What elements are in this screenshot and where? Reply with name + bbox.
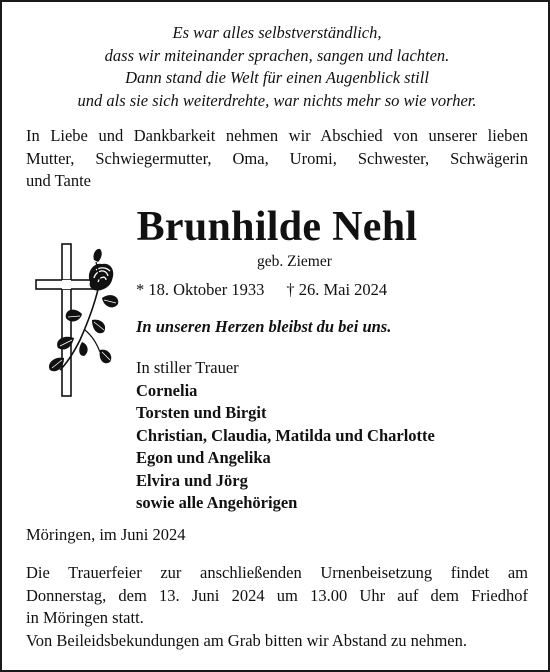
funeral-info: [26, 562, 528, 652]
mourner-name: Elvira und Jörg: [136, 470, 248, 490]
deceased-name: Brunhilde Nehl: [136, 204, 418, 250]
farewell-intro: [26, 125, 528, 193]
poem: [32, 22, 522, 112]
funeral-line: in Möringen statt.: [26, 608, 144, 627]
poem-line: und als sie sich weiterdrehte, war nichts mehr so wie vorher.: [77, 90, 477, 110]
mourner-name: Egon und Angelika: [136, 448, 271, 467]
mourner-name: Torsten und Birgit: [136, 403, 267, 422]
funeral-line: Donnerstag, dem 13. Juni 2024 um 13.00 Uhr auf dem Friedhof: [26, 585, 528, 605]
mourner-name: Christian, Claudia, Matilda und Charlotte: [136, 425, 435, 445]
funeral-line: Die Trauerfeier zur anschließenden Urnenbeisetzung findet am: [26, 563, 528, 582]
intro-line: Mutter, Schwiegermutter, Oma, Uromi, Schwester, Schwägerin: [26, 148, 528, 168]
poem-line: Es war alles selbstverständlich,: [172, 23, 382, 42]
mourner-name: Cornelia: [136, 380, 198, 400]
poem-line: Dann stand die Welt für einen Augenblick still: [125, 68, 429, 87]
mourners-list: [136, 357, 435, 515]
death-date: † 26. Mai 2024: [286, 280, 388, 299]
poem-line: dass wir miteinander sprachen, sangen und lachten.: [104, 45, 450, 65]
place-and-date: Möringen, im Juni 2024: [26, 525, 186, 544]
intro-line: In Liebe und Dankbarkeit nehmen wir Abschied von unserer lieben: [26, 126, 528, 145]
mourner-name: sowie alle Angehörigen: [136, 493, 298, 512]
maiden-name: geb. Ziemer: [257, 253, 332, 270]
intro-line: und Tante: [26, 171, 91, 190]
life-dates: [136, 279, 387, 301]
memorial-motto: In unseren Herzen bleibst du bei uns.: [136, 317, 392, 336]
cross-with-rose-icon: [30, 240, 120, 400]
birth-date: * 18. Oktober 1933: [136, 280, 265, 299]
mourners-heading: In stiller Trauer: [136, 358, 239, 377]
funeral-line: Von Beileidsbekundungen am Grab bitten wir Abstand zu nehmen.: [26, 630, 467, 650]
